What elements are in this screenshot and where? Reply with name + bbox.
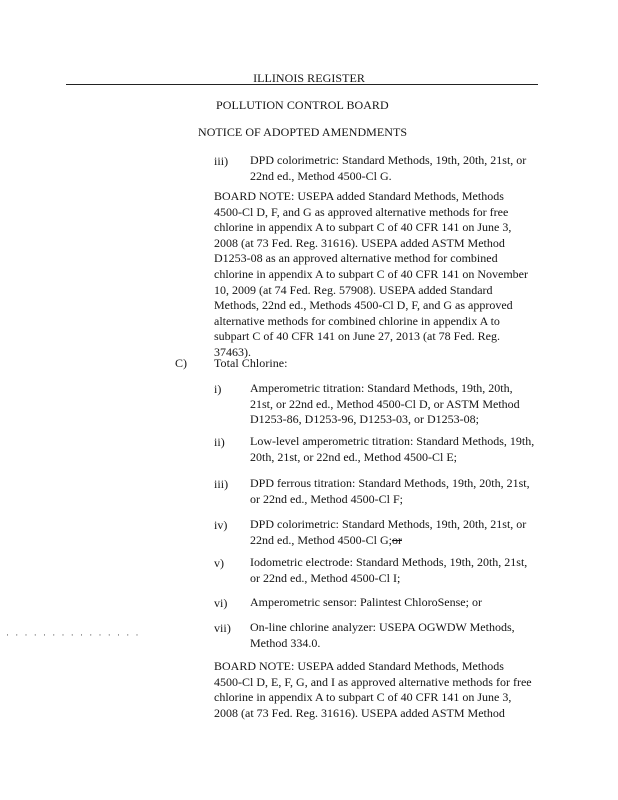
board-title: POLLUTION CONTROL BOARD bbox=[216, 98, 389, 112]
item-marker: iii) bbox=[214, 154, 229, 168]
board-note: BOARD NOTE: USEPA added Standard Methods, Methods 4500-Cl D, E, F, G, and I as approved alternative methods for free chlorine in appendix A to subpart C of 40 CFR 141 on June 3, 2008 (at 73 Fed. Reg. 31616). USEPA added ASTM Method bbox=[214, 659, 532, 720]
register-title: ILLINOIS REGISTER bbox=[253, 71, 365, 85]
item-marker: ii) bbox=[214, 435, 225, 449]
item-marker: iii) bbox=[214, 477, 229, 491]
item-marker: v) bbox=[214, 556, 225, 570]
struck-text: or bbox=[392, 532, 402, 547]
item-text: On-line chlorine analyzer: USEPA OGWDW Methods, Method 334.0. bbox=[250, 620, 515, 650]
section-marker: C) bbox=[175, 356, 188, 370]
item-marker: vi) bbox=[214, 596, 228, 610]
notice-title: NOTICE OF ADOPTED AMENDMENTS bbox=[198, 125, 408, 139]
item-text: Amperometric sensor: Palintest ChloroSense; or bbox=[250, 595, 482, 609]
section-title: Total Chlorine: bbox=[214, 356, 288, 370]
item-text: Low-level amperometric titration: Standard Methods, 19th, 20th, 21st, or 22nd ed., Method 4500-Cl E; bbox=[250, 434, 535, 464]
item-marker: i) bbox=[214, 382, 222, 396]
item-text: Iodometric electrode: Standard Methods, 19th, 20th, 21st, or 22nd ed., Method 4500-Cl I; bbox=[250, 555, 528, 585]
item-marker: iv) bbox=[214, 518, 228, 532]
scan-artifact: · · · · · · · · · · · · · · · bbox=[6, 630, 141, 640]
item-text: DPD ferrous titration: Standard Methods, 19th, 20th, 21st, or 22nd ed., Method 4500-Cl F; bbox=[250, 476, 530, 506]
item-marker: vii) bbox=[214, 621, 231, 635]
item-text: DPD colorimetric: Standard Methods, 19th, 20th, 21st, or 22nd ed., Method 4500-Cl G;or bbox=[250, 517, 527, 547]
item-text: DPD colorimetric: Standard Methods, 19th, 20th, 21st, or 22nd ed., Method 4500-Cl G. bbox=[250, 153, 527, 183]
board-note: BOARD NOTE: USEPA added Standard Methods, Methods 4500-Cl D, F, and G as approved alternative methods for free chlorine in appendix A to subpart C of 40 CFR 141 on June 3, 2008 (at 73 Fed. Reg. 31616). USEPA added ASTM Method D1253-08 as an approved alternative method for combined chlorine in appendix A to subpart C of 40 CFR 141 on November 10, 2009 (at 74 Fed. Reg. 57908). USEPA added Standard Methods, 22nd ed., Methods 4500-Cl D, F, and G as approved alternative methods for combined chlorine in appendix A to subpart C of 40 CFR 141 on June 27, 2013 (at 78 Fed. Reg. 37463). bbox=[214, 189, 528, 359]
item-text: Amperometric titration: Standard Methods, 19th, 20th, 21st, or 22nd ed., Method 4500-Cl D, or ASTM Method D1253-86, D1253-96, D1253-03, or D1253-08; bbox=[250, 381, 520, 427]
